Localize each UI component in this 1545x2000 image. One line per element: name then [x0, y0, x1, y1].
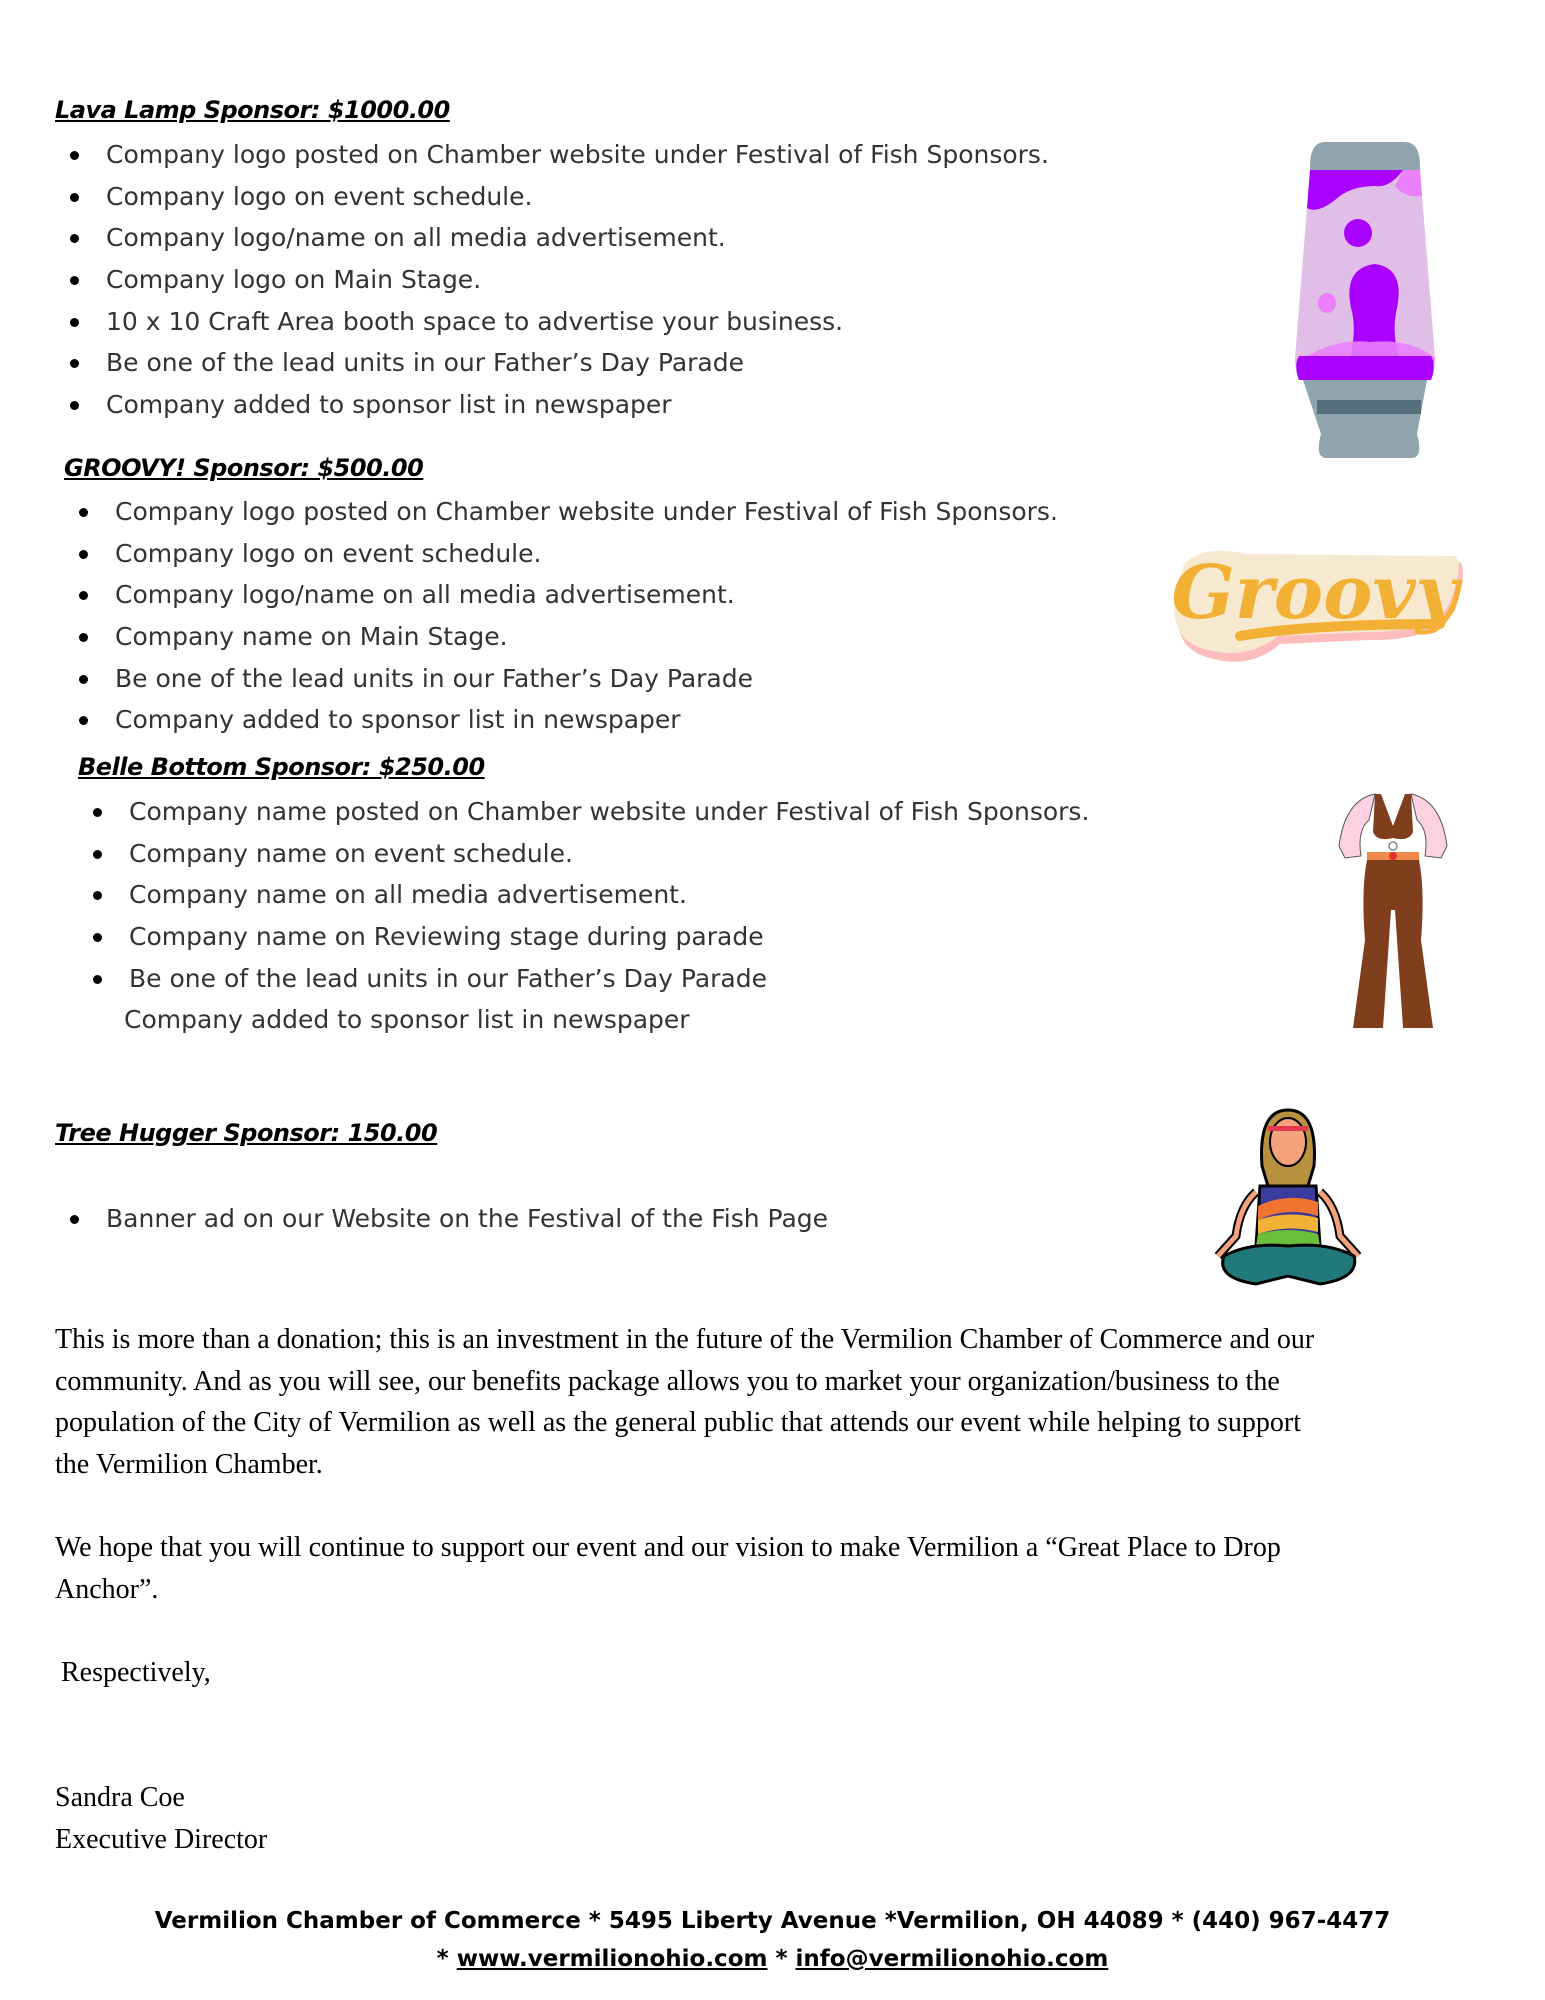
tier-belle-bottom-benefits [124, 791, 1090, 1041]
tier-groovy-title: GROOVY! Sponsor: $500.00 [64, 454, 424, 482]
text-line: population of the City of Vermilion as well as the general public that attends our event while helping to support [55, 1407, 1301, 1439]
list-item: Company logo/name on all media advertisement. [115, 574, 1058, 616]
list-item: Company name on Reviewing stage during parade [129, 916, 1089, 958]
list-item: 10 x 10 Craft Area booth space to advertise your business. [106, 301, 1049, 343]
list-item: Be one of the lead units in our Father’s Day Parade [129, 958, 1089, 1000]
list-item: Company name posted on Chamber website under Festival of Fish Sponsors. [129, 791, 1089, 833]
text-line: Anchor”. [55, 1573, 159, 1605]
website-link[interactable]: www.vermilionohio.com [456, 1946, 768, 1972]
text-line: community. And as you will see, our benefits package allows you to market your organization/business to the [55, 1365, 1280, 1397]
list-item: Company logo on Main Stage. [106, 259, 1049, 301]
tier-groovy-benefits [115, 491, 1058, 741]
list-item: Company added to sponsor list in newspaper [124, 1005, 690, 1035]
list-item: Company logo on event schedule. [115, 533, 1058, 575]
list-item: Company logo posted on Chamber website under Festival of Fish Sponsors. [115, 491, 1058, 533]
signer-title: Executive Director [55, 1824, 268, 1855]
letter-closing: Respectively, [61, 1657, 211, 1688]
footer-contact [0, 1940, 1545, 1978]
footer-prefix: * [436, 1946, 457, 1972]
meditating-hippie-image [1210, 1106, 1366, 1288]
list-item: Be one of the lead units in our Father’s Day Parade [106, 342, 1049, 384]
list-item: Be one of the lead units in our Father’s Day Parade [115, 658, 1058, 700]
footer-separator: * [767, 1946, 796, 1972]
footer-address: Vermilion Chamber of Commerce * 5495 Liberty Avenue *Vermilion, OH 44089 * (440) 967-4477 [154, 1908, 1391, 1934]
letter-paragraph-2 [55, 1527, 1281, 1610]
lava-lamp-image [1295, 138, 1445, 460]
list-item: Company logo/name on all media advertisement. [106, 217, 1049, 259]
list-item: Company logo on event schedule. [106, 176, 1049, 218]
footer [0, 1902, 1545, 1978]
signer-name: Sandra Coe [55, 1782, 185, 1813]
list-item: Company name on event schedule. [129, 833, 1089, 875]
tier-lava-lamp-title: Lava Lamp Sponsor: $1000.00 [55, 96, 450, 124]
email-link[interactable]: info@vermilionohio.com [795, 1946, 1109, 1972]
list-item: Company name on Main Stage. [115, 616, 1058, 658]
tier-lava-lamp-benefits [106, 134, 1049, 426]
text-line: the Vermilion Chamber. [55, 1449, 323, 1481]
bell-bottom-outfit-image [1335, 790, 1451, 1036]
list-item: Company name on all media advertisement. [129, 874, 1089, 916]
list-item: Company added to sponsor list in newspaper [106, 384, 1049, 426]
groovy-logo-text: Groovy [1171, 550, 1459, 636]
list-item: Company added to sponsor list in newspaper [115, 699, 1058, 741]
list-item: Company logo posted on Chamber website under Festival of Fish Sponsors. [106, 134, 1049, 176]
tier-tree-hugger-benefits [106, 1198, 828, 1240]
letter-paragraph-1 [55, 1319, 1314, 1486]
text-line: This is more than a donation; this is an investment in the future of the Vermilion Chamber of Commerce and our [55, 1324, 1315, 1355]
list-item: Banner ad on our Website on the Festival of the Fish Page [106, 1198, 828, 1240]
groovy-logo-image [1170, 540, 1470, 680]
tier-belle-bottom-title: Belle Bottom Sponsor: $250.00 [78, 753, 485, 781]
tier-tree-hugger-title: Tree Hugger Sponsor: 150.00 [55, 1119, 438, 1147]
text-line: We hope that you will continue to support our event and our vision to make Vermilion a “Great Place to Drop [55, 1532, 1281, 1563]
